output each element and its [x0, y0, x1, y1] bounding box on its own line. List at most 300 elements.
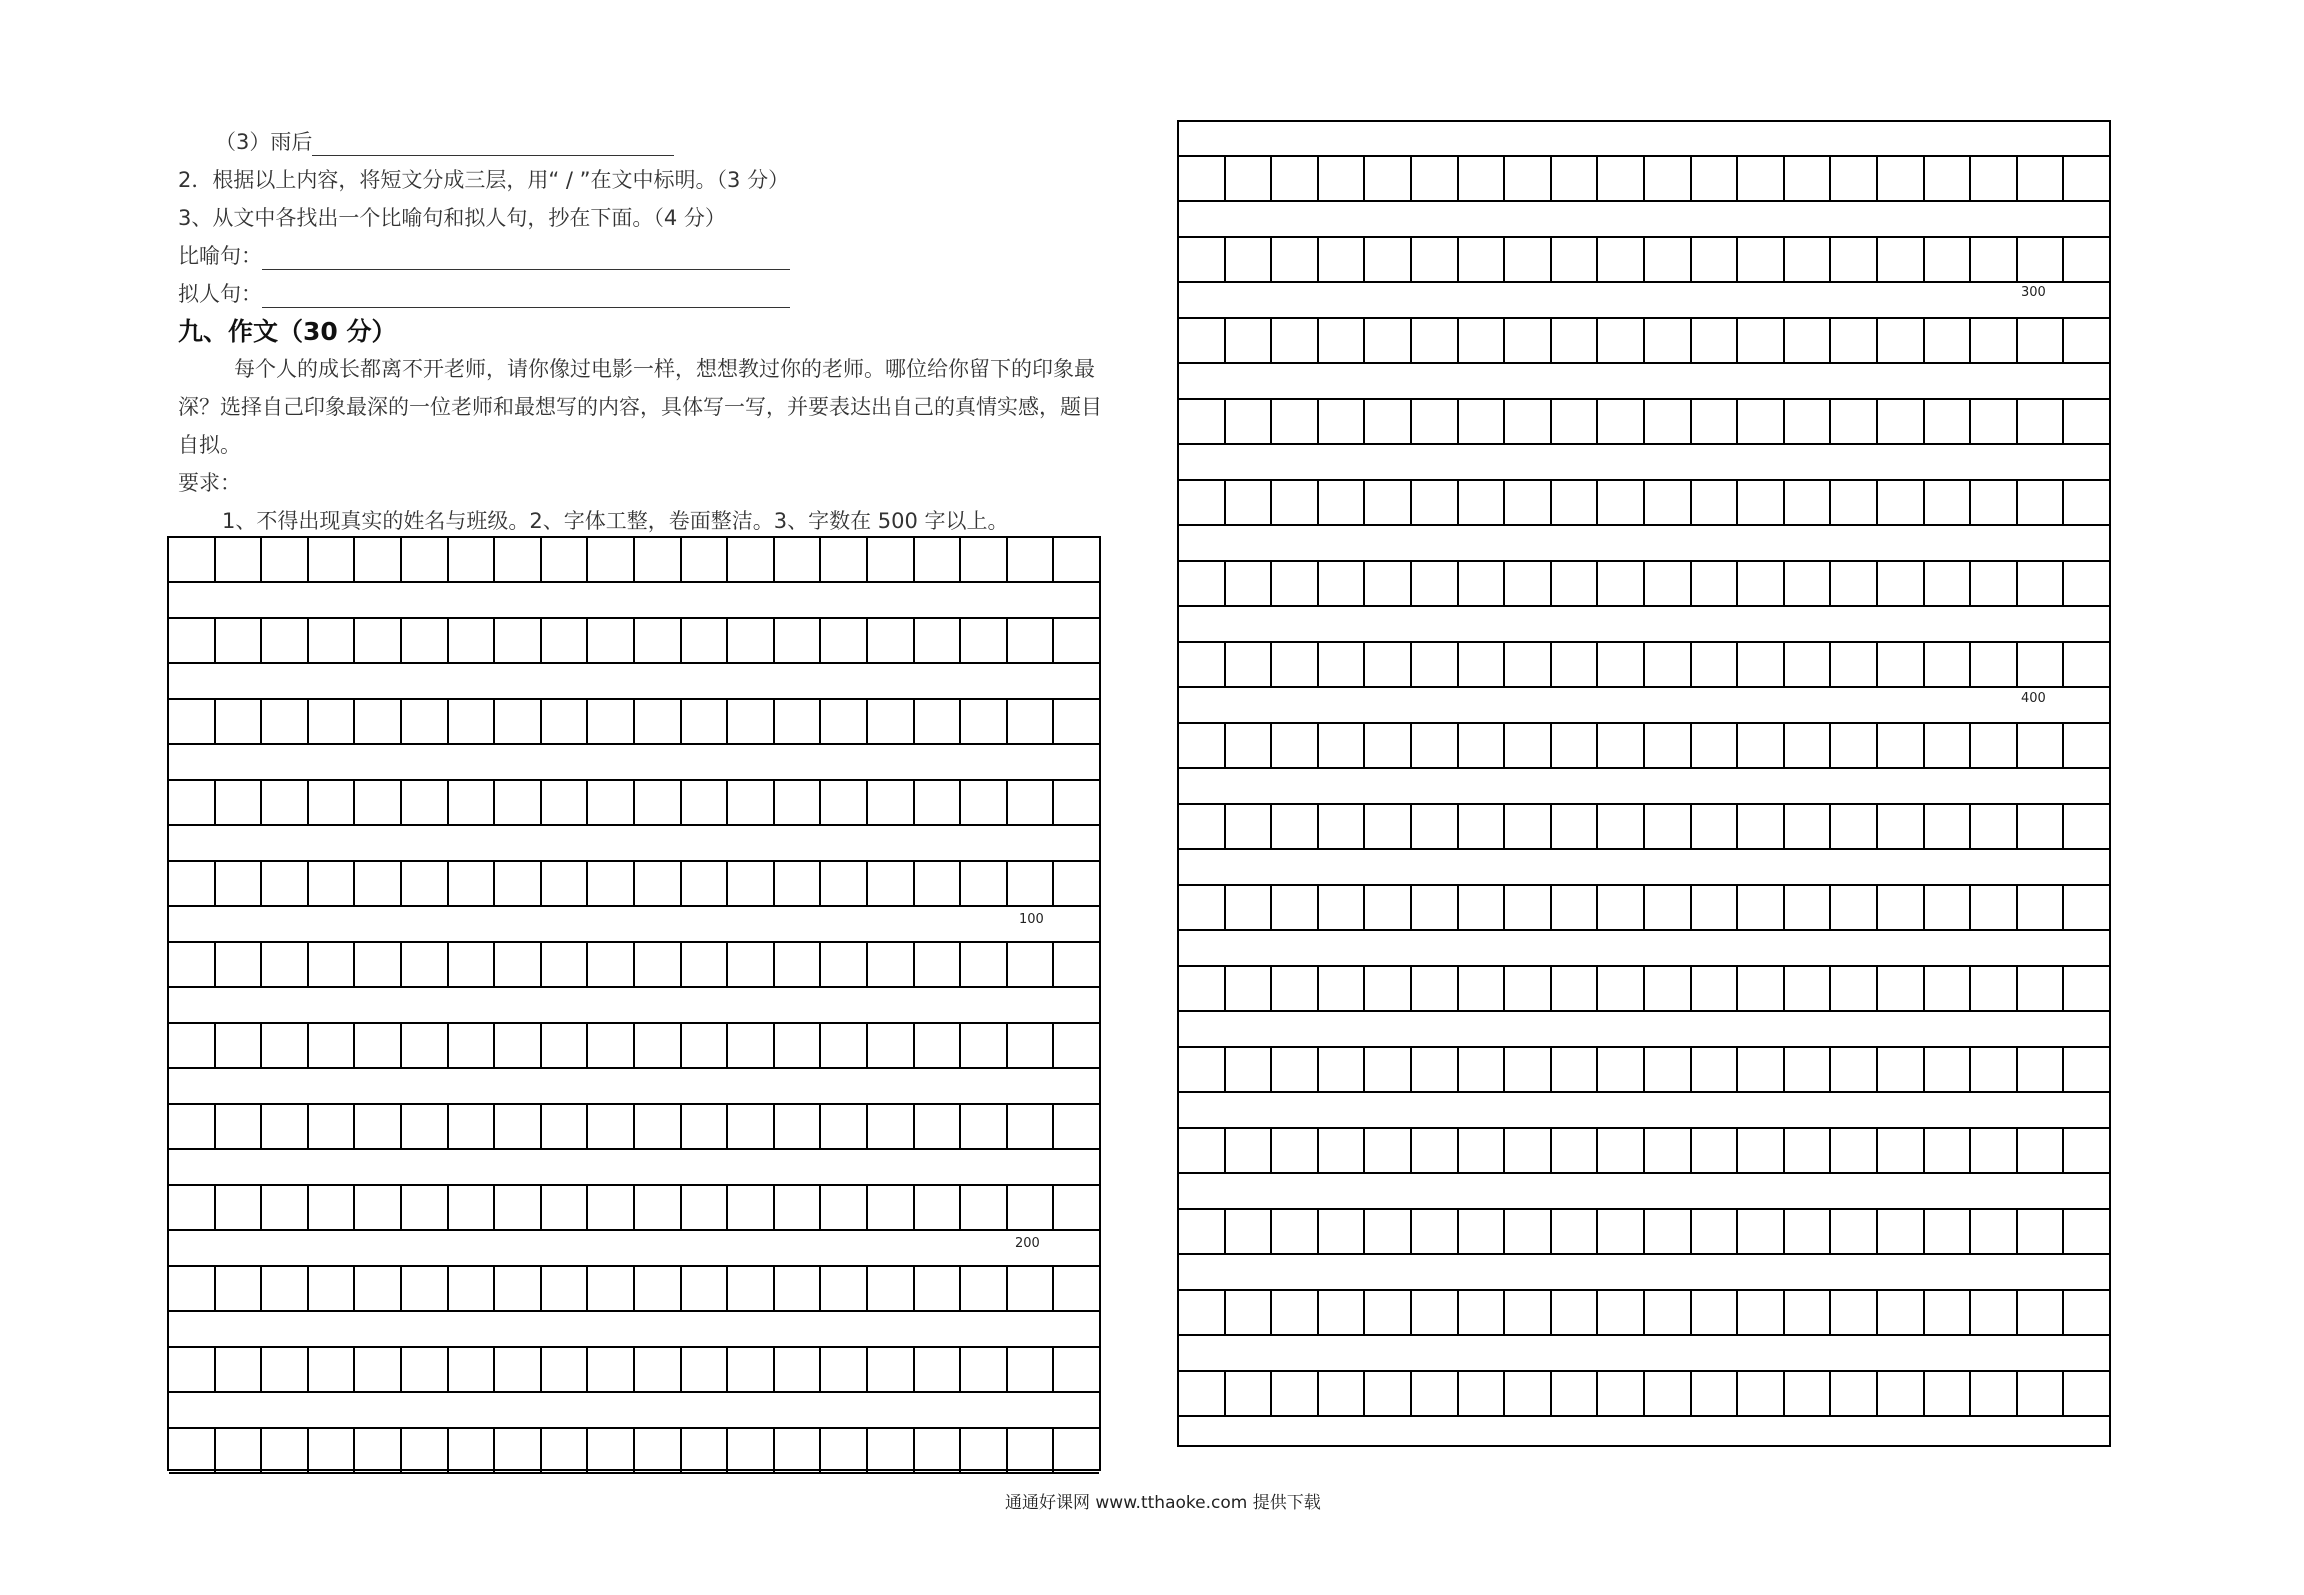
grid-cell[interactable] — [1878, 562, 1925, 605]
grid-cell[interactable] — [682, 1105, 729, 1148]
grid-cell[interactable] — [169, 1429, 216, 1472]
grid-cell[interactable] — [1925, 724, 1972, 767]
grid-cell[interactable] — [588, 700, 635, 743]
grid-cell[interactable] — [1412, 1291, 1459, 1334]
grid-row[interactable] — [169, 1103, 1099, 1150]
grid-cell[interactable] — [821, 619, 868, 662]
grid-cell[interactable] — [1412, 805, 1459, 848]
grid-cell[interactable] — [1552, 481, 1599, 524]
grid-cell[interactable] — [961, 1186, 1008, 1229]
grid-cell[interactable] — [449, 1267, 496, 1310]
grid-cell[interactable] — [1552, 643, 1599, 686]
grid-cell[interactable] — [728, 1348, 775, 1391]
grid-cell[interactable] — [1319, 481, 1366, 524]
grid-cell[interactable] — [1645, 319, 1692, 362]
grid-cell[interactable] — [216, 781, 263, 824]
grid-cell[interactable] — [1505, 1291, 1552, 1334]
grid-cell[interactable] — [1971, 238, 2018, 281]
grid-cell[interactable] — [1054, 1186, 1099, 1229]
grid-cell[interactable] — [2064, 724, 2109, 767]
grid-cell[interactable] — [1645, 967, 1692, 1010]
grid-row[interactable] — [169, 617, 1099, 664]
grid-cell[interactable] — [1179, 805, 1226, 848]
grid-row[interactable] — [169, 1346, 1099, 1393]
grid-cell[interactable] — [1008, 1024, 1055, 1067]
grid-cell[interactable] — [868, 1348, 915, 1391]
grid-cell[interactable] — [821, 1105, 868, 1148]
grid-cell[interactable] — [1365, 400, 1412, 443]
grid-cell[interactable] — [495, 943, 542, 986]
grid-cell[interactable] — [1738, 1291, 1785, 1334]
grid-row[interactable] — [1179, 560, 2109, 607]
grid-cell[interactable] — [169, 1186, 216, 1229]
grid-cell[interactable] — [2064, 805, 2109, 848]
grid-cell[interactable] — [1878, 643, 1925, 686]
grid-cell[interactable] — [1831, 238, 1878, 281]
grid-cell[interactable] — [635, 1429, 682, 1472]
simile-answer-blank[interactable] — [262, 247, 790, 270]
grid-cell[interactable] — [728, 1024, 775, 1067]
grid-cell[interactable] — [309, 1186, 356, 1229]
grid-cell[interactable] — [1319, 1048, 1366, 1091]
grid-cell[interactable] — [216, 862, 263, 905]
grid-cell[interactable] — [355, 1267, 402, 1310]
grid-cell[interactable] — [2064, 967, 2109, 1010]
grid-cell[interactable] — [1272, 967, 1319, 1010]
grid-cell[interactable] — [588, 1348, 635, 1391]
grid-row[interactable] — [1179, 317, 2109, 364]
grid-cell[interactable] — [1365, 238, 1412, 281]
grid-cell[interactable] — [1319, 319, 1366, 362]
grid-cell[interactable] — [1831, 1129, 1878, 1172]
grid-cell[interactable] — [1971, 1291, 2018, 1334]
grid-cell[interactable] — [1552, 238, 1599, 281]
grid-row[interactable] — [1179, 479, 2109, 526]
grid-cell[interactable] — [542, 1024, 589, 1067]
grid-cell[interactable] — [542, 862, 589, 905]
grid-cell[interactable] — [1878, 481, 1925, 524]
grid-cell[interactable] — [915, 1024, 962, 1067]
grid-cell[interactable] — [1692, 1210, 1739, 1253]
essay-grid-left[interactable] — [167, 536, 1101, 1471]
grid-row[interactable] — [169, 779, 1099, 826]
grid-cell[interactable] — [1505, 1372, 1552, 1415]
grid-cell[interactable] — [216, 943, 263, 986]
grid-cell[interactable] — [1365, 1048, 1412, 1091]
grid-cell[interactable] — [588, 1429, 635, 1472]
grid-cell[interactable] — [1365, 643, 1412, 686]
grid-cell[interactable] — [1505, 157, 1552, 200]
grid-cell[interactable] — [1552, 967, 1599, 1010]
grid-cell[interactable] — [1598, 319, 1645, 362]
grid-cell[interactable] — [2018, 481, 2065, 524]
grid-cell[interactable] — [1831, 886, 1878, 929]
grid-cell[interactable] — [2018, 1048, 2065, 1091]
grid-row[interactable] — [1179, 1208, 2109, 1255]
grid-cell[interactable] — [682, 1429, 729, 1472]
grid-row[interactable] — [169, 1427, 1099, 1474]
grid-cell[interactable] — [355, 700, 402, 743]
grid-cell[interactable] — [402, 862, 449, 905]
grid-row[interactable] — [1179, 884, 2109, 931]
grid-cell[interactable] — [1598, 1210, 1645, 1253]
grid-cell[interactable] — [1054, 1348, 1099, 1391]
grid-cell[interactable] — [775, 781, 822, 824]
grid-cell[interactable] — [1459, 1129, 1506, 1172]
grid-cell[interactable] — [1831, 643, 1878, 686]
grid-cell[interactable] — [1226, 805, 1273, 848]
grid-cell[interactable] — [1925, 1291, 1972, 1334]
grid-cell[interactable] — [1412, 886, 1459, 929]
grid-cell[interactable] — [1505, 1129, 1552, 1172]
grid-cell[interactable] — [1738, 562, 1785, 605]
grid-cell[interactable] — [1412, 157, 1459, 200]
grid-cell[interactable] — [1459, 643, 1506, 686]
grid-cell[interactable] — [2064, 157, 2109, 200]
grid-cell[interactable] — [682, 781, 729, 824]
grid-cell[interactable] — [588, 1267, 635, 1310]
grid-cell[interactable] — [355, 1348, 402, 1391]
grid-cell[interactable] — [728, 1105, 775, 1148]
grid-cell[interactable] — [1645, 1048, 1692, 1091]
grid-cell[interactable] — [1925, 967, 1972, 1010]
grid-cell[interactable] — [1785, 886, 1832, 929]
grid-cell[interactable] — [216, 1267, 263, 1310]
grid-cell[interactable] — [495, 862, 542, 905]
grid-cell[interactable] — [1552, 724, 1599, 767]
grid-cell[interactable] — [1505, 1210, 1552, 1253]
grid-cell[interactable] — [495, 1186, 542, 1229]
grid-cell[interactable] — [1179, 1129, 1226, 1172]
grid-cell[interactable] — [1459, 238, 1506, 281]
grid-cell[interactable] — [1179, 238, 1226, 281]
grid-cell[interactable] — [169, 1348, 216, 1391]
grid-cell[interactable] — [1505, 967, 1552, 1010]
grid-cell[interactable] — [1008, 1348, 1055, 1391]
grid-cell[interactable] — [588, 1105, 635, 1148]
grid-cell[interactable] — [1925, 238, 1972, 281]
grid-cell[interactable] — [915, 1105, 962, 1148]
grid-cell[interactable] — [1831, 1291, 1878, 1334]
grid-cell[interactable] — [635, 781, 682, 824]
grid-cell[interactable] — [1645, 562, 1692, 605]
essay-grid-right[interactable] — [1177, 120, 2111, 1447]
grid-cell[interactable] — [1505, 643, 1552, 686]
grid-cell[interactable] — [495, 781, 542, 824]
grid-cell[interactable] — [1412, 1048, 1459, 1091]
grid-cell[interactable] — [2064, 1372, 2109, 1415]
grid-row[interactable] — [169, 698, 1099, 745]
grid-cell[interactable] — [1971, 400, 2018, 443]
grid-cell[interactable] — [1831, 1372, 1878, 1415]
grid-cell[interactable] — [402, 1348, 449, 1391]
grid-cell[interactable] — [2018, 1372, 2065, 1415]
grid-cell[interactable] — [1692, 1129, 1739, 1172]
grid-cell[interactable] — [1412, 1372, 1459, 1415]
grid-cell[interactable] — [1412, 1129, 1459, 1172]
grid-cell[interactable] — [1459, 967, 1506, 1010]
grid-cell[interactable] — [216, 1024, 263, 1067]
grid-cell[interactable] — [1692, 481, 1739, 524]
grid-cell[interactable] — [821, 1267, 868, 1310]
grid-cell[interactable] — [1785, 1210, 1832, 1253]
grid-cell[interactable] — [169, 619, 216, 662]
grid-cell[interactable] — [1412, 238, 1459, 281]
grid-cell[interactable] — [728, 1186, 775, 1229]
grid-cell[interactable] — [1179, 157, 1226, 200]
grid-cell[interactable] — [355, 1186, 402, 1229]
grid-cell[interactable] — [355, 943, 402, 986]
grid-cell[interactable] — [868, 1186, 915, 1229]
grid-cell[interactable] — [2064, 886, 2109, 929]
grid-cell[interactable] — [682, 619, 729, 662]
grid-cell[interactable] — [1272, 1372, 1319, 1415]
grid-cell[interactable] — [1319, 724, 1366, 767]
grid-cell[interactable] — [1878, 724, 1925, 767]
grid-cell[interactable] — [1412, 1210, 1459, 1253]
grid-cell[interactable] — [1925, 157, 1972, 200]
grid-cell[interactable] — [169, 700, 216, 743]
grid-cell[interactable] — [868, 619, 915, 662]
grid-cell[interactable] — [588, 619, 635, 662]
grid-cell[interactable] — [1272, 1129, 1319, 1172]
grid-cell[interactable] — [1645, 481, 1692, 524]
grid-cell[interactable] — [728, 943, 775, 986]
grid-cell[interactable] — [588, 538, 635, 581]
grid-cell[interactable] — [1971, 1048, 2018, 1091]
grid-cell[interactable] — [542, 1267, 589, 1310]
grid-cell[interactable] — [821, 1348, 868, 1391]
grid-cell[interactable] — [1878, 1291, 1925, 1334]
grid-cell[interactable] — [1365, 1372, 1412, 1415]
grid-cell[interactable] — [2018, 805, 2065, 848]
grid-cell[interactable] — [915, 1186, 962, 1229]
grid-cell[interactable] — [1459, 724, 1506, 767]
grid-cell[interactable] — [262, 1267, 309, 1310]
grid-cell[interactable] — [402, 1024, 449, 1067]
grid-cell[interactable] — [262, 781, 309, 824]
grid-cell[interactable] — [1179, 1048, 1226, 1091]
grid-cell[interactable] — [915, 619, 962, 662]
grid-cell[interactable] — [309, 700, 356, 743]
grid-cell[interactable] — [1552, 1372, 1599, 1415]
grid-cell[interactable] — [728, 700, 775, 743]
grid-cell[interactable] — [1878, 967, 1925, 1010]
grid-cell[interactable] — [1878, 1210, 1925, 1253]
grid-cell[interactable] — [402, 538, 449, 581]
grid-cell[interactable] — [355, 862, 402, 905]
grid-cell[interactable] — [682, 1267, 729, 1310]
grid-cell[interactable] — [1598, 967, 1645, 1010]
grid-cell[interactable] — [1319, 157, 1366, 200]
grid-cell[interactable] — [775, 619, 822, 662]
grid-cell[interactable] — [402, 1429, 449, 1472]
grid-cell[interactable] — [1226, 157, 1273, 200]
grid-cell[interactable] — [1179, 724, 1226, 767]
grid-cell[interactable] — [1878, 1372, 1925, 1415]
grid-cell[interactable] — [1008, 862, 1055, 905]
grid-cell[interactable] — [1785, 643, 1832, 686]
grid-cell[interactable] — [449, 1348, 496, 1391]
grid-cell[interactable] — [1645, 1372, 1692, 1415]
grid-cell[interactable] — [1179, 1372, 1226, 1415]
grid-cell[interactable] — [961, 1348, 1008, 1391]
grid-cell[interactable] — [402, 781, 449, 824]
grid-cell[interactable] — [169, 862, 216, 905]
grid-cell[interactable] — [1226, 562, 1273, 605]
grid-cell[interactable] — [682, 538, 729, 581]
grid-cell[interactable] — [542, 781, 589, 824]
grid-cell[interactable] — [1319, 238, 1366, 281]
grid-cell[interactable] — [262, 1024, 309, 1067]
grid-cell[interactable] — [1692, 319, 1739, 362]
grid-cell[interactable] — [1598, 238, 1645, 281]
grid-cell[interactable] — [915, 781, 962, 824]
grid-cell[interactable] — [2064, 319, 2109, 362]
grid-cell[interactable] — [1365, 562, 1412, 605]
grid-row[interactable] — [1179, 1370, 2109, 1417]
grid-cell[interactable] — [1692, 562, 1739, 605]
grid-cell[interactable] — [1738, 886, 1785, 929]
grid-cell[interactable] — [2018, 1291, 2065, 1334]
grid-cell[interactable] — [1459, 157, 1506, 200]
grid-row[interactable] — [1179, 155, 2109, 202]
grid-cell[interactable] — [1319, 562, 1366, 605]
grid-cell[interactable] — [2018, 562, 2065, 605]
grid-cell[interactable] — [355, 781, 402, 824]
grid-cell[interactable] — [2018, 238, 2065, 281]
grid-cell[interactable] — [1785, 1291, 1832, 1334]
grid-cell[interactable] — [1054, 1024, 1099, 1067]
grid-cell[interactable] — [1226, 1048, 1273, 1091]
grid-cell[interactable] — [1008, 1105, 1055, 1148]
grid-cell[interactable] — [2064, 643, 2109, 686]
grid-cell[interactable] — [821, 943, 868, 986]
grid-cell[interactable] — [1272, 724, 1319, 767]
grid-cell[interactable] — [961, 1024, 1008, 1067]
grid-cell[interactable] — [1179, 967, 1226, 1010]
grid-cell[interactable] — [1925, 1372, 1972, 1415]
grid-cell[interactable] — [495, 1024, 542, 1067]
grid-cell[interactable] — [1552, 1129, 1599, 1172]
grid-cell[interactable] — [1459, 805, 1506, 848]
grid-cell[interactable] — [728, 538, 775, 581]
grid-cell[interactable] — [1272, 157, 1319, 200]
grid-cell[interactable] — [1552, 805, 1599, 848]
grid-cell[interactable] — [1179, 400, 1226, 443]
grid-cell[interactable] — [682, 700, 729, 743]
grid-cell[interactable] — [309, 862, 356, 905]
grid-cell[interactable] — [1226, 967, 1273, 1010]
grid-cell[interactable] — [588, 781, 635, 824]
grid-cell[interactable] — [2064, 1291, 2109, 1334]
grid-cell[interactable] — [402, 943, 449, 986]
grid-cell[interactable] — [1459, 1210, 1506, 1253]
grid-cell[interactable] — [169, 943, 216, 986]
grid-cell[interactable] — [449, 781, 496, 824]
grid-cell[interactable] — [1179, 562, 1226, 605]
grid-cell[interactable] — [1645, 805, 1692, 848]
grid-cell[interactable] — [588, 862, 635, 905]
grid-cell[interactable] — [1692, 1048, 1739, 1091]
grid-cell[interactable] — [1692, 805, 1739, 848]
grid-cell[interactable] — [821, 1024, 868, 1067]
grid-cell[interactable] — [309, 781, 356, 824]
grid-cell[interactable] — [588, 943, 635, 986]
grid-cell[interactable] — [1925, 481, 1972, 524]
grid-cell[interactable] — [1738, 724, 1785, 767]
grid-cell[interactable] — [915, 538, 962, 581]
grid-cell[interactable] — [1692, 1372, 1739, 1415]
grid-cell[interactable] — [1831, 805, 1878, 848]
grid-cell[interactable] — [169, 1024, 216, 1067]
grid-cell[interactable] — [449, 619, 496, 662]
grid-cell[interactable] — [1785, 238, 1832, 281]
grid-cell[interactable] — [1552, 157, 1599, 200]
grid-cell[interactable] — [1365, 1291, 1412, 1334]
grid-cell[interactable] — [542, 538, 589, 581]
grid-cell[interactable] — [635, 862, 682, 905]
grid-cell[interactable] — [1878, 400, 1925, 443]
grid-cell[interactable] — [1738, 1048, 1785, 1091]
grid-cell[interactable] — [1226, 481, 1273, 524]
grid-cell[interactable] — [1831, 481, 1878, 524]
grid-cell[interactable] — [775, 1348, 822, 1391]
grid-cell[interactable] — [262, 619, 309, 662]
grid-cell[interactable] — [2018, 319, 2065, 362]
grid-cell[interactable] — [1598, 481, 1645, 524]
grid-cell[interactable] — [682, 1348, 729, 1391]
grid-cell[interactable] — [961, 1267, 1008, 1310]
grid-cell[interactable] — [1971, 886, 2018, 929]
grid-cell[interactable] — [1505, 886, 1552, 929]
grid-cell[interactable] — [309, 1267, 356, 1310]
grid-cell[interactable] — [2018, 1129, 2065, 1172]
grid-row[interactable] — [169, 860, 1099, 907]
grid-cell[interactable] — [1319, 805, 1366, 848]
grid-cell[interactable] — [1738, 319, 1785, 362]
grid-cell[interactable] — [309, 1105, 356, 1148]
grid-cell[interactable] — [1971, 157, 2018, 200]
grid-cell[interactable] — [542, 700, 589, 743]
grid-cell[interactable] — [1319, 643, 1366, 686]
grid-cell[interactable] — [1272, 319, 1319, 362]
grid-cell[interactable] — [1505, 1048, 1552, 1091]
grid-cell[interactable] — [309, 1348, 356, 1391]
grid-row[interactable] — [1179, 803, 2109, 850]
grid-cell[interactable] — [775, 1429, 822, 1472]
grid-cell[interactable] — [1008, 1267, 1055, 1310]
grid-cell[interactable] — [1878, 238, 1925, 281]
grid-cell[interactable] — [542, 1348, 589, 1391]
grid-cell[interactable] — [1925, 1129, 1972, 1172]
grid-cell[interactable] — [1645, 1210, 1692, 1253]
grid-cell[interactable] — [1179, 319, 1226, 362]
grid-cell[interactable] — [2064, 1129, 2109, 1172]
grid-cell[interactable] — [775, 862, 822, 905]
grid-cell[interactable] — [542, 943, 589, 986]
grid-cell[interactable] — [1738, 805, 1785, 848]
grid-cell[interactable] — [1598, 724, 1645, 767]
grid-cell[interactable] — [1692, 238, 1739, 281]
grid-cell[interactable] — [1738, 157, 1785, 200]
grid-cell[interactable] — [1552, 1048, 1599, 1091]
grid-cell[interactable] — [216, 1429, 263, 1472]
grid-cell[interactable] — [635, 1186, 682, 1229]
grid-cell[interactable] — [1272, 643, 1319, 686]
grid-cell[interactable] — [1692, 400, 1739, 443]
grid-cell[interactable] — [262, 862, 309, 905]
